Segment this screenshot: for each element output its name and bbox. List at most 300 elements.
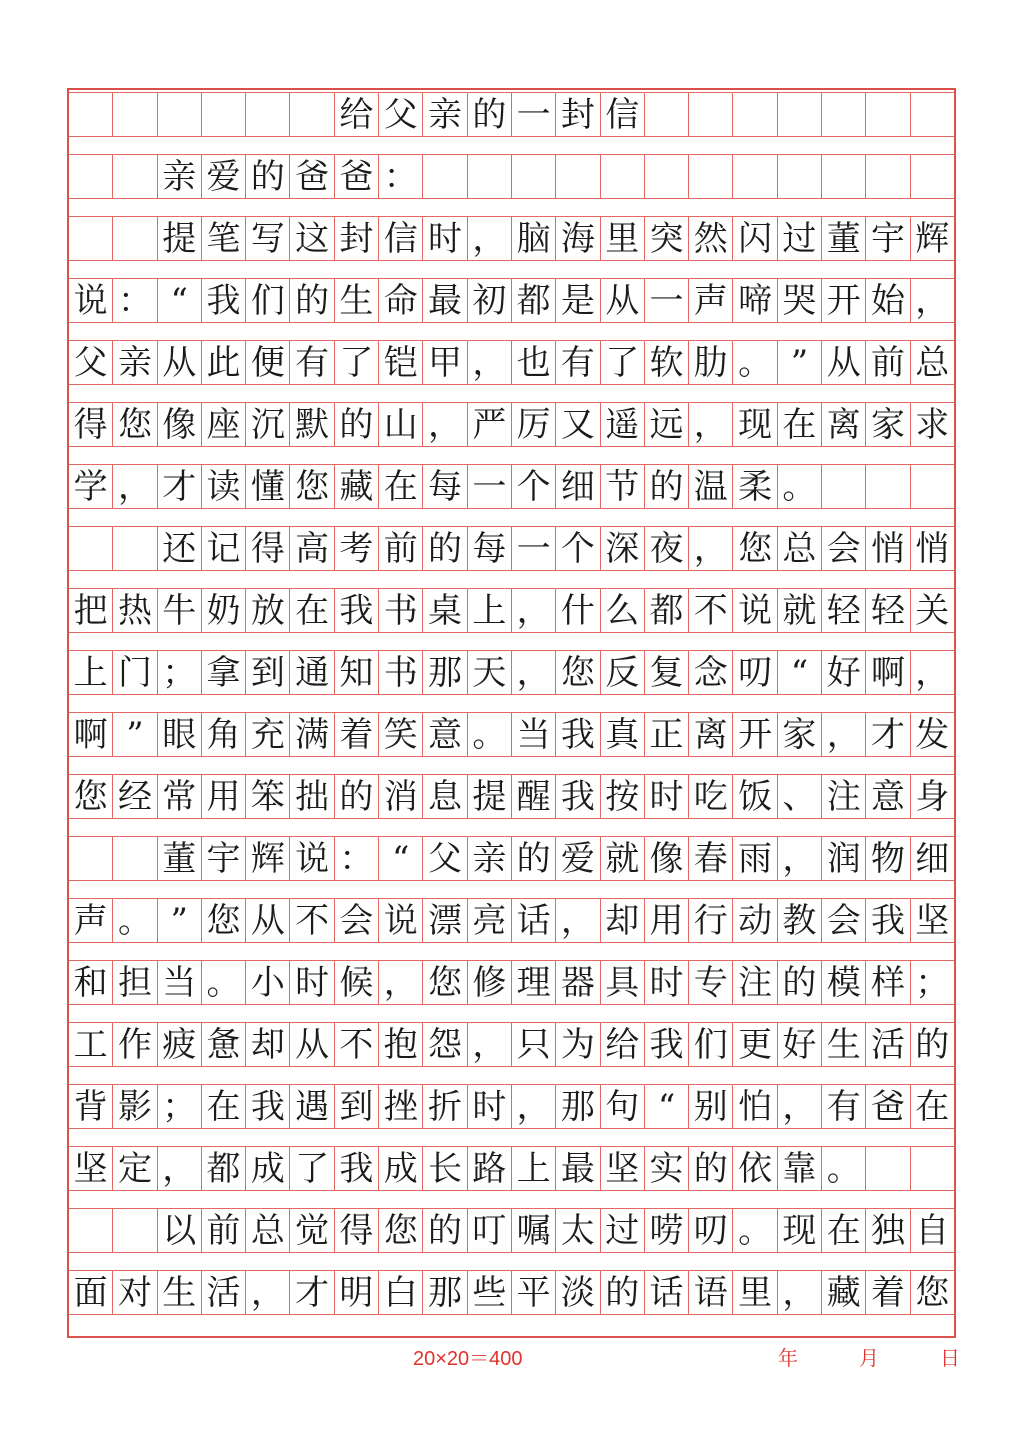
grid-row [69, 1146, 954, 1191]
grid-cell: 家 [866, 403, 910, 446]
grid-cell: ， [778, 1085, 822, 1128]
grid-cell: 到 [246, 651, 290, 694]
grid-cell: 甲 [423, 341, 467, 384]
grid-cell: 明 [335, 1271, 379, 1314]
grid-cell: 活 [866, 1023, 910, 1066]
grid-cell: 。 [733, 341, 777, 384]
grid-row [69, 526, 954, 571]
grid-cell [468, 155, 512, 198]
grid-cell: 您 [202, 899, 246, 942]
grid-cell [911, 155, 954, 198]
grid-cell: 太 [556, 1209, 600, 1252]
grid-cell: 藏 [335, 465, 379, 508]
grid-cell: 理 [512, 961, 556, 1004]
grid-cell [158, 93, 202, 136]
grid-cell: 的 [290, 279, 334, 322]
grid-cell [866, 93, 910, 136]
grid-cell: 离 [689, 713, 733, 756]
grid-cell [778, 155, 822, 198]
grid-row [69, 1022, 954, 1067]
grid-cell: 细 [915, 838, 950, 879]
grid-cell: 从 [290, 1023, 334, 1066]
manuscript-grid-paper [67, 88, 956, 1338]
grid-cell: 您 [733, 527, 777, 570]
grid-cell: ； [158, 1085, 202, 1128]
grid-cell: 前 [866, 341, 910, 384]
grid-row [69, 650, 954, 695]
grid-cell: 些 [468, 1271, 512, 1314]
grid-cell [778, 93, 822, 136]
grid-cell: 就 [778, 589, 822, 632]
grid-cell: 好 [778, 1023, 822, 1066]
grid-row [69, 836, 954, 881]
grid-cell: 笔 [202, 217, 246, 260]
grid-cell: 柔 [733, 465, 777, 508]
grid-cell: 通 [290, 651, 334, 694]
grid-cell: 放 [246, 589, 290, 632]
grid-cell [113, 93, 157, 136]
grid-cell: 一 [645, 279, 689, 322]
grid-cell: 我 [246, 1085, 290, 1128]
grid-cell: 。 [113, 899, 157, 942]
grid-cell: 了 [335, 341, 379, 384]
grid-cell: 我 [556, 775, 600, 818]
grid-cell: 从 [822, 341, 866, 384]
grid-cell: ， [512, 589, 556, 632]
grid-cell: 候 [335, 961, 379, 1004]
grid-cell: ” [113, 713, 157, 756]
grid-cell: 铠 [379, 341, 423, 384]
grid-cell: ， [556, 899, 600, 942]
grid-cell: 爸 [290, 155, 334, 198]
grid-cell: 开 [822, 279, 866, 322]
grid-cell: 时 [423, 217, 467, 260]
grid-cell: 笨 [246, 775, 290, 818]
grid-cell: 最 [556, 1147, 600, 1190]
grid-cell [866, 1147, 910, 1190]
grid-cell: 句 [601, 1085, 645, 1128]
grid-cell [69, 93, 113, 136]
grid-cell: 对 [113, 1271, 157, 1314]
grid-cell: 悄 [866, 527, 910, 570]
grid-cell: 拙 [290, 775, 334, 818]
grid-cell: 奶 [202, 589, 246, 632]
grid-cell: 热 [113, 589, 157, 632]
grid-cell: 那 [423, 651, 467, 694]
grid-cell: 爱 [556, 837, 600, 880]
grid-cell [733, 155, 777, 198]
grid-cell: 话 [512, 899, 556, 942]
grid-cell: 我 [645, 1023, 689, 1066]
grid-cell: 什 [556, 589, 600, 632]
grid-cell: 宇 [202, 837, 246, 880]
grid-cell: 折 [423, 1085, 467, 1128]
grid-cell: 说 [69, 279, 113, 322]
grid-cell: 闪 [733, 217, 777, 260]
grid-cell: 关 [915, 590, 950, 631]
grid-cell: 惫 [202, 1023, 246, 1066]
grid-cell: 啼 [733, 279, 777, 322]
grid-cell: 好 [822, 651, 866, 694]
grid-cell: 像 [645, 837, 689, 880]
grid-cell: ， [468, 341, 512, 384]
grid-cell: 工 [69, 1023, 113, 1066]
grid-cell: 爸 [335, 155, 379, 198]
grid-cell: 影 [113, 1085, 157, 1128]
grid-cell: 生 [158, 1271, 202, 1314]
grid-count-label: 20×20＝400 [413, 1348, 523, 1370]
grid-cell: 遇 [290, 1085, 334, 1128]
grid-cell: 漂 [423, 899, 467, 942]
grid-cell: 一 [512, 527, 556, 570]
grid-cell: 悄 [915, 528, 950, 569]
grid-cell: 不 [290, 899, 334, 942]
grid-row [69, 216, 954, 261]
grid-cell: 一 [512, 93, 556, 136]
grid-cell: 作 [113, 1023, 157, 1066]
grid-cell: ， [822, 713, 866, 756]
grid-cell: 说 [379, 899, 423, 942]
grid-cell: 的 [423, 1209, 467, 1252]
grid-cell: 。 [822, 1147, 866, 1190]
grid-cell: 辉 [915, 218, 950, 259]
grid-cell: 在 [915, 1086, 950, 1127]
grid-cell: 您 [290, 465, 334, 508]
grid-cell: 修 [468, 961, 512, 1004]
grid-cell: 声 [69, 899, 113, 942]
grid-cell: 按 [601, 775, 645, 818]
grid-cell: 记 [202, 527, 246, 570]
grid-cell: 拿 [202, 651, 246, 694]
grid-cell: 用 [645, 899, 689, 942]
grid-cell: 夜 [645, 527, 689, 570]
grid-cell: 然 [689, 217, 733, 260]
grid-cell: 那 [423, 1271, 467, 1314]
grid-cell: 路 [468, 1147, 512, 1190]
grid-cell: 的 [335, 403, 379, 446]
grid-cell: 用 [202, 775, 246, 818]
grid-cell: 面 [69, 1271, 113, 1314]
grid-cell: 每 [423, 465, 467, 508]
grid-cell: 模 [822, 961, 866, 1004]
grid-cell [113, 527, 157, 570]
grid-cell: 严 [468, 403, 512, 446]
grid-cell: 春 [689, 837, 733, 880]
grid-cell: 离 [822, 403, 866, 446]
grid-cell: 会 [822, 527, 866, 570]
grid-cell: 平 [512, 1271, 556, 1314]
grid-cell: 知 [335, 651, 379, 694]
grid-cell [290, 93, 334, 136]
grid-cell: 懂 [246, 465, 290, 508]
grid-cell: 声 [689, 279, 733, 322]
grid-cell: 高 [290, 527, 334, 570]
grid-cell: 信 [601, 93, 645, 136]
grid-row [69, 340, 954, 385]
grid-cell: 实 [645, 1147, 689, 1190]
grid-cell: 的 [645, 465, 689, 508]
grid-cell: 封 [335, 217, 379, 260]
grid-cell: 上 [69, 651, 113, 694]
grid-cell: 辉 [246, 837, 290, 880]
grid-cell: ” [778, 341, 822, 384]
grid-cell: 醒 [512, 775, 556, 818]
grid-cell: 时 [290, 961, 334, 1004]
grid-cell: 父 [69, 341, 113, 384]
grid-cell: 生 [822, 1023, 866, 1066]
grid-cell: 藏 [822, 1271, 866, 1314]
grid-cell: ， [512, 651, 556, 694]
grid-cell: 始 [866, 279, 910, 322]
grid-cell: 哭 [778, 279, 822, 322]
grid-cell: 饭 [733, 775, 777, 818]
grid-cell: 们 [246, 279, 290, 322]
grid-cell: 专 [689, 961, 733, 1004]
grid-cell: 细 [556, 465, 600, 508]
grid-cell: 父 [379, 93, 423, 136]
grid-cell: 。 [733, 1209, 777, 1252]
grid-cell: ” [158, 899, 202, 942]
grid-cell: 以 [158, 1209, 202, 1252]
grid-cell: 怕 [733, 1085, 777, 1128]
grid-cell: 有 [290, 341, 334, 384]
grid-cell: 坚 [601, 1147, 645, 1190]
grid-cell: 定 [113, 1147, 157, 1190]
grid-cell: 座 [202, 403, 246, 446]
grid-cell: ： [335, 837, 379, 880]
grid-cell [113, 155, 157, 198]
grid-cell: 考 [335, 527, 379, 570]
grid-cell: 上 [512, 1147, 556, 1190]
grid-cell: 在 [379, 465, 423, 508]
grid-cell: 从 [246, 899, 290, 942]
grid-cell: 董 [822, 217, 866, 260]
grid-cell: 前 [202, 1209, 246, 1252]
grid-cell: 初 [468, 279, 512, 322]
grid-cell: 的 [601, 1271, 645, 1314]
grid-cell: 亲 [468, 837, 512, 880]
grid-cell: 当 [512, 713, 556, 756]
grid-cell: 么 [601, 589, 645, 632]
grid-cell: 爱 [202, 155, 246, 198]
grid-cell: 前 [379, 527, 423, 570]
grid-row [69, 92, 954, 137]
grid-cell: ， [468, 1023, 512, 1066]
grid-cell: 有 [822, 1085, 866, 1128]
grid-cell [645, 93, 689, 136]
grid-cell: 软 [645, 341, 689, 384]
grid-cell: 学 [69, 465, 113, 508]
grid-cell: 注 [822, 775, 866, 818]
grid-cell: ， [246, 1271, 290, 1314]
grid-row [69, 402, 954, 447]
grid-cell: 话 [645, 1271, 689, 1314]
grid-cell [911, 465, 954, 508]
grid-cell: 里 [733, 1271, 777, 1314]
grid-cell: 提 [468, 775, 512, 818]
grid-cell: 正 [645, 713, 689, 756]
grid-cell: 啊 [69, 713, 113, 756]
grid-cell: 温 [689, 465, 733, 508]
grid-cell: 经 [113, 775, 157, 818]
grid-cell: 说 [290, 837, 334, 880]
grid-cell: 命 [379, 279, 423, 322]
grid-cell: 着 [335, 713, 379, 756]
grid-cell: 总 [915, 342, 950, 383]
grid-cell: 的 [335, 775, 379, 818]
grid-cell: 总 [246, 1209, 290, 1252]
grid-cell: 过 [778, 217, 822, 260]
grid-cell: 从 [158, 341, 202, 384]
grid-cell: 开 [733, 713, 777, 756]
grid-cell [69, 217, 113, 260]
grid-cell: ， [113, 465, 157, 508]
grid-cell: 会 [822, 899, 866, 942]
grid-row [69, 898, 954, 943]
grid-cell: 成 [379, 1147, 423, 1190]
grid-cell: 现 [733, 403, 777, 446]
grid-cell [601, 155, 645, 198]
grid-cell: 担 [113, 961, 157, 1004]
grid-cell: “ [158, 279, 202, 322]
grid-cell: 。 [468, 713, 512, 756]
grid-cell: 却 [601, 899, 645, 942]
grid-cell: 润 [822, 837, 866, 880]
grid-cell: 便 [246, 341, 290, 384]
grid-cell: 笑 [379, 713, 423, 756]
grid-cell: ， [379, 961, 423, 1004]
grid-cell: 常 [158, 775, 202, 818]
grid-cell: 的 [468, 93, 512, 136]
grid-cell: 山 [379, 403, 423, 446]
grid-cell: 们 [689, 1023, 733, 1066]
grid-cell [246, 93, 290, 136]
grid-cell [202, 93, 246, 136]
grid-cell: 。 [202, 961, 246, 1004]
grid-cell: 像 [158, 403, 202, 446]
grid-row [69, 712, 954, 757]
grid-cell: 沉 [246, 403, 290, 446]
date-day-label: 日 [940, 1348, 960, 1370]
grid-cell: 了 [290, 1147, 334, 1190]
grid-cell: 爸 [866, 1085, 910, 1128]
grid-cell: 给 [335, 93, 379, 136]
grid-cell: 我 [556, 713, 600, 756]
grid-cell: 坚 [69, 1147, 113, 1190]
grid-cell: 当 [158, 961, 202, 1004]
grid-cell: 都 [512, 279, 556, 322]
grid-cell: 的 [689, 1147, 733, 1190]
grid-cell: 父 [423, 837, 467, 880]
grid-cell: 嘱 [512, 1209, 556, 1252]
grid-cell [733, 93, 777, 136]
grid-cell: 背 [69, 1085, 113, 1128]
grid-cell: 满 [290, 713, 334, 756]
grid-cell: ， [778, 837, 822, 880]
grid-cell: 有 [556, 341, 600, 384]
grid-cell: 样 [866, 961, 910, 1004]
grid-cell [911, 1147, 954, 1190]
grid-cell: 都 [202, 1147, 246, 1190]
grid-cell: ， [468, 217, 512, 260]
grid-cell: 那 [556, 1085, 600, 1128]
grid-cell [689, 155, 733, 198]
grid-cell: ， [915, 280, 950, 321]
grid-cell: 您 [69, 775, 113, 818]
grid-cell: 淡 [556, 1271, 600, 1314]
grid-cell: 得 [335, 1209, 379, 1252]
grid-cell: 节 [601, 465, 645, 508]
grid-cell: 别 [689, 1085, 733, 1128]
grid-cell: 不 [335, 1023, 379, 1066]
grid-cell: 读 [202, 465, 246, 508]
grid-cell: 叮 [468, 1209, 512, 1252]
grid-cell: 依 [733, 1147, 777, 1190]
grid-cell: 我 [866, 899, 910, 942]
grid-cell: 怨 [423, 1023, 467, 1066]
grid-cell [822, 93, 866, 136]
grid-row [69, 1208, 954, 1253]
grid-cell: ； [915, 962, 950, 1003]
grid-cell: 充 [246, 713, 290, 756]
grid-cell: 宇 [866, 217, 910, 260]
grid-cell: 吃 [689, 775, 733, 818]
grid-row [69, 774, 954, 819]
grid-cell: 在 [822, 1209, 866, 1252]
grid-cell: 得 [246, 527, 290, 570]
grid-cell: 现 [778, 1209, 822, 1252]
grid-cell: 说 [733, 589, 777, 632]
grid-cell [113, 1209, 157, 1252]
grid-cell: 和 [69, 961, 113, 1004]
grid-cell: 这 [290, 217, 334, 260]
date-year-label: 年 [778, 1348, 798, 1370]
grid-cell: 在 [778, 403, 822, 446]
grid-cell: 靠 [778, 1147, 822, 1190]
grid-cell: 又 [556, 403, 600, 446]
grid-cell: 白 [379, 1271, 423, 1314]
grid-cell: 活 [202, 1271, 246, 1314]
grid-cell: 身 [915, 776, 950, 817]
grid-cell: 家 [778, 713, 822, 756]
grid-cell: 时 [468, 1085, 512, 1128]
grid-cell: 真 [601, 713, 645, 756]
grid-cell: 自 [915, 1210, 950, 1251]
grid-cell: 最 [423, 279, 467, 322]
grid-cell: ， [778, 1271, 822, 1314]
grid-cell: ， [689, 527, 733, 570]
grid-cell: 脑 [512, 217, 556, 260]
grid-cell: 轻 [822, 589, 866, 632]
grid-cell [69, 1209, 113, 1252]
grid-row [69, 464, 954, 509]
grid-cell: 啊 [866, 651, 910, 694]
grid-cell: 才 [290, 1271, 334, 1314]
grid-cell: 厉 [512, 403, 556, 446]
grid-cell: 会 [335, 899, 379, 942]
grid-cell: 深 [601, 527, 645, 570]
grid-cell: 得 [69, 403, 113, 446]
grid-cell [822, 465, 866, 508]
grid-cell: 时 [645, 775, 689, 818]
grid-cell: 的 [915, 1024, 950, 1065]
grid-cell: 信 [379, 217, 423, 260]
grid-cell: 的 [246, 155, 290, 198]
grid-cell: 是 [556, 279, 600, 322]
grid-cell: 更 [733, 1023, 777, 1066]
grid-row [69, 278, 954, 323]
grid-cell: 也 [512, 341, 556, 384]
